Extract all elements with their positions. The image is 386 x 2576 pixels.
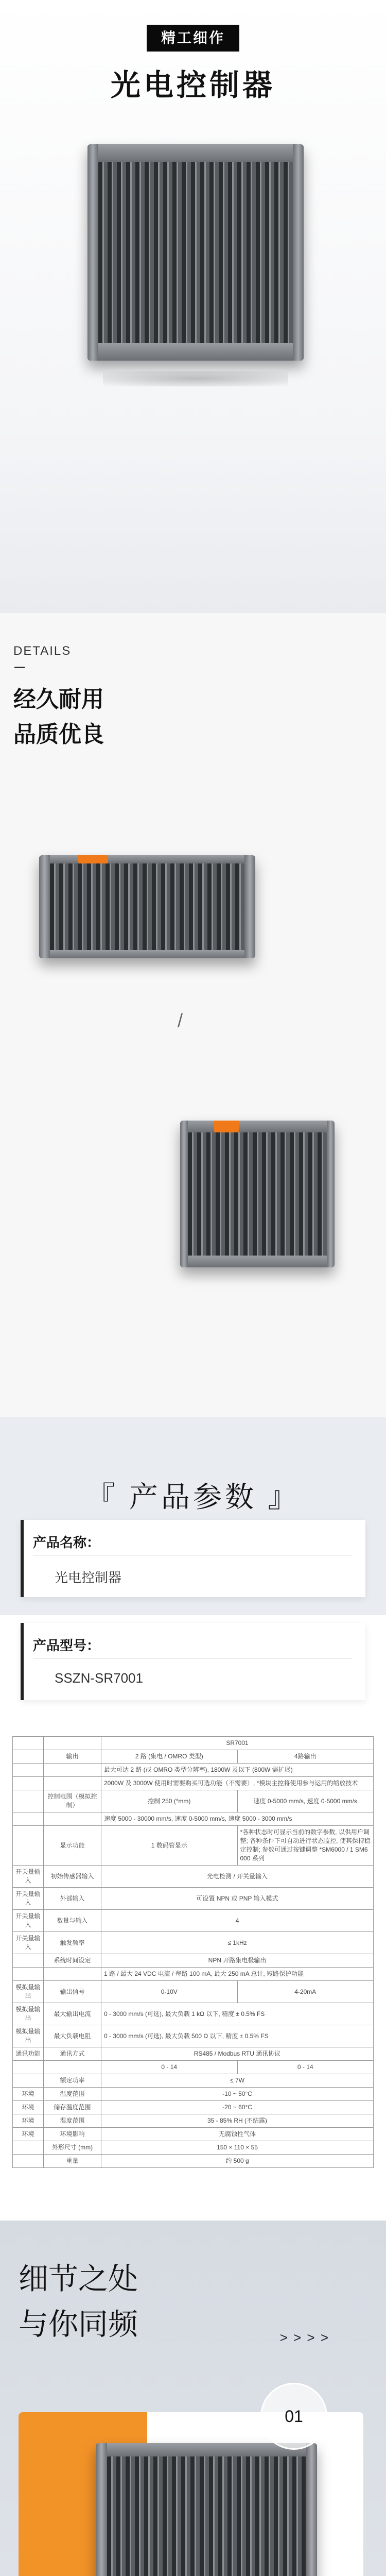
spec-row [13,2025,374,2047]
spec-row [13,1932,374,1954]
spec-row [13,2047,374,2061]
spec-group [13,1968,44,1981]
spec-item [44,2061,101,2074]
product-model-card [21,1623,365,1700]
spec-item: 初始传感器输入 [44,1866,101,1888]
spec-group: 模拟量输出 [13,2003,44,2025]
spec-row [13,2155,374,2168]
spec-table [12,1736,374,2168]
spec-row [13,1790,374,1812]
spec-row [13,1764,374,1777]
spec-item: 储存温度范围 [44,2101,101,2114]
detail-number-1: 01 [260,2383,327,2450]
hero-title: 光电控制器 [110,69,275,102]
spec-value: -20 ~ 60°C [101,2101,374,2114]
spec-value: 2 路 (集电 / OMRO 类型) [101,1750,238,1764]
spec-group [13,1826,44,1866]
spec-value: 速度 5000 - 30000 mm/s, 速度 0-5000 mm/s, 速度 5000 - 3000 mm/s [101,1812,374,1826]
spec-item: 输出 [44,1750,101,1764]
spec-group: 环境 [13,2101,44,2114]
product-name-value: 光电控制器 [55,1570,122,1585]
spec-value: 1 数码管显示 [101,1826,238,1866]
slogan-line-1: 经久耐用 [13,687,104,712]
spec-row [13,2128,374,2141]
spec-value: 约 500 g [101,2155,374,2168]
spec-group [13,2061,44,2074]
spec-group: 通讯功能 [13,2047,44,2061]
spec-row [13,2074,374,2088]
spec-row [13,2114,374,2128]
slogan-line-2: 品质优良 [13,722,104,747]
detail-heading [19,2257,138,2347]
spec-group: 环境 [13,2088,44,2101]
spec-value: *各种状态时可显示当前的数字参数, 以供用户调整; 各种条件下可自动进行状态监控, 使其保持稳定控制; 参数可通过按键调整 *SM6000 / 1 SM6000 系列 [237,1826,374,1866]
spec-group [13,2074,44,2088]
detail-chevrons: > > > > [279,2330,329,2345]
spec-row [13,1954,374,1968]
spec-value: 150 × 110 × 55 [101,2141,374,2155]
spec-item [44,1777,101,1790]
params-title: 『 产品参数 』 [86,1481,300,1513]
details-product-image-1 [39,855,255,958]
spec-item: 控制范围（模拟控制） [44,1790,101,1812]
spec-row [13,1737,374,1750]
spec-row [13,1888,374,1910]
spec-value: 2000W 及 3000W 使用时需要购买可选功能（不需要）, *模块主控将使用参与运用的缩放技术 [101,1777,374,1790]
spec-value: RS485 / Modbus RTU 通讯协议 [101,2047,374,2061]
spec-group [13,1954,44,1968]
spec-group: 开关量输入 [13,1910,44,1932]
spec-row [13,1866,374,1888]
spec-group: 开关量输入 [13,1932,44,1954]
spec-value: 0-10V [101,1981,238,2003]
spec-row [13,1910,374,1932]
spec-group [13,1750,44,1764]
params-section [0,1417,386,2221]
details-underline [14,667,25,668]
spec-item: 输出信号 [44,1981,101,2003]
spec-value: 0 - 14 [237,2061,374,2074]
spec-group: 开关量输入 [13,1866,44,1888]
spec-row [13,2101,374,2114]
spec-value: 4 [101,1910,374,1932]
product-name-label: 产品名称： [33,1535,100,1550]
spec-group: 环境 [13,2128,44,2141]
spec-item [44,1812,101,1826]
spec-group [13,1812,44,1826]
spec-item: 温度范围 [44,2088,101,2101]
spec-value: SR7001 [101,1737,374,1750]
spec-item: 外部输入 [44,1888,101,1910]
spec-group: 开关量输入 [13,1888,44,1910]
spec-item: 显示功能 [44,1826,101,1866]
spec-value: 0 - 3000 mm/s (可选), 最大负载 500 Ω 以下, 精度 ± 0.5% FS [101,2025,374,2047]
spec-row [13,2088,374,2101]
spec-row [13,1812,374,1826]
spec-item: 最大输出电流 [44,2003,101,2025]
spec-row [13,1826,374,1866]
details-section [0,613,386,1417]
spec-value: 1 路 / 最大 24 VDC 电流 / 每路 100 mA, 最大 250 mA 总计, 短路保护功能 [101,1968,374,1981]
spec-item: 触发频率 [44,1932,101,1954]
spec-row [13,1981,374,2003]
spec-value: NPN 开路集电极输出 [101,1954,374,1968]
spec-item [44,1764,101,1777]
details-label: DETAILS [13,644,72,658]
spec-group [13,2141,44,2155]
spec-value: ≤ 7W [101,2074,374,2088]
spec-value: 35 - 85% RH (不结露) [101,2114,374,2128]
spec-group [13,1737,44,1750]
hero-section [0,0,386,613]
details-divider: / [178,1010,183,1031]
spec-group: 模拟量输出 [13,2025,44,2047]
spec-item: 重量 [44,2155,101,2168]
spec-row [13,1777,374,1790]
spec-item: 湿度范围 [44,2114,101,2128]
detail-heading-line-1: 细节之处 [19,2262,138,2296]
spec-group [13,2155,44,2168]
detail-heading-line-2: 与你同频 [19,2308,138,2341]
hero-product-image [87,144,304,361]
spec-item: 系统时间设定 [44,1954,101,1968]
spec-value: 4-20mA [237,1981,374,2003]
spec-value: 速度 0-5000 mm/s, 速度 0-5000 mm/s [237,1790,374,1812]
spec-value: 最大可达 2 路 (或 OMRO 类型分辨率), 1800W 及以下 (800W 需扩展) [101,1764,374,1777]
details-product-image-2 [180,1121,335,1267]
product-model-label: 产品型号： [33,1638,100,1653]
details-slogan [13,682,104,752]
spec-value: 0 - 3000 mm/s (可选), 最大负载 1 kΩ 以下, 精度 ± 0.5% FS [101,2003,374,2025]
spec-group: 环境 [13,2114,44,2128]
spec-value: -10 ~ 50°C [101,2088,374,2101]
spec-value: 可设置 NPN 或 PNP 输入模式 [101,1888,374,1910]
product-name-card [21,1520,365,1597]
spec-item: 数量与输入 [44,1910,101,1932]
spec-row [13,2061,374,2074]
detail-section [0,2221,386,2576]
spec-group [13,1777,44,1790]
spec-row [13,1968,374,1981]
spec-group [13,1790,44,1812]
spec-value: 0 - 14 [101,2061,238,2074]
spec-row [13,2141,374,2155]
spec-row [13,2003,374,2025]
spec-item: 最大负载电阻 [44,2025,101,2047]
hero-shadow [103,371,288,386]
spec-value: ≤ 1kHz [101,1932,374,1954]
spec-row [13,1750,374,1764]
spec-item: 通讯方式 [44,2047,101,2061]
spec-value: 4路输出 [237,1750,374,1764]
spec-item: 环境影响 [44,2128,101,2141]
spec-item [44,1737,101,1750]
spec-value: 无腐蚀性气体 [101,2128,374,2141]
spec-group [13,1764,44,1777]
spec-value: 光电检测 / 开关量输入 [101,1866,374,1888]
spec-item: 额定功率 [44,2074,101,2088]
spec-value: 控制 250 (*mm) [101,1790,238,1812]
spec-item: 外形尺寸 (mm) [44,2141,101,2155]
spec-group: 模拟量输出 [13,1981,44,2003]
spec-item [44,1968,101,1981]
product-model-value: SSZN-SR7001 [55,1670,143,1686]
hero-tag: 精工细作 [147,25,239,52]
